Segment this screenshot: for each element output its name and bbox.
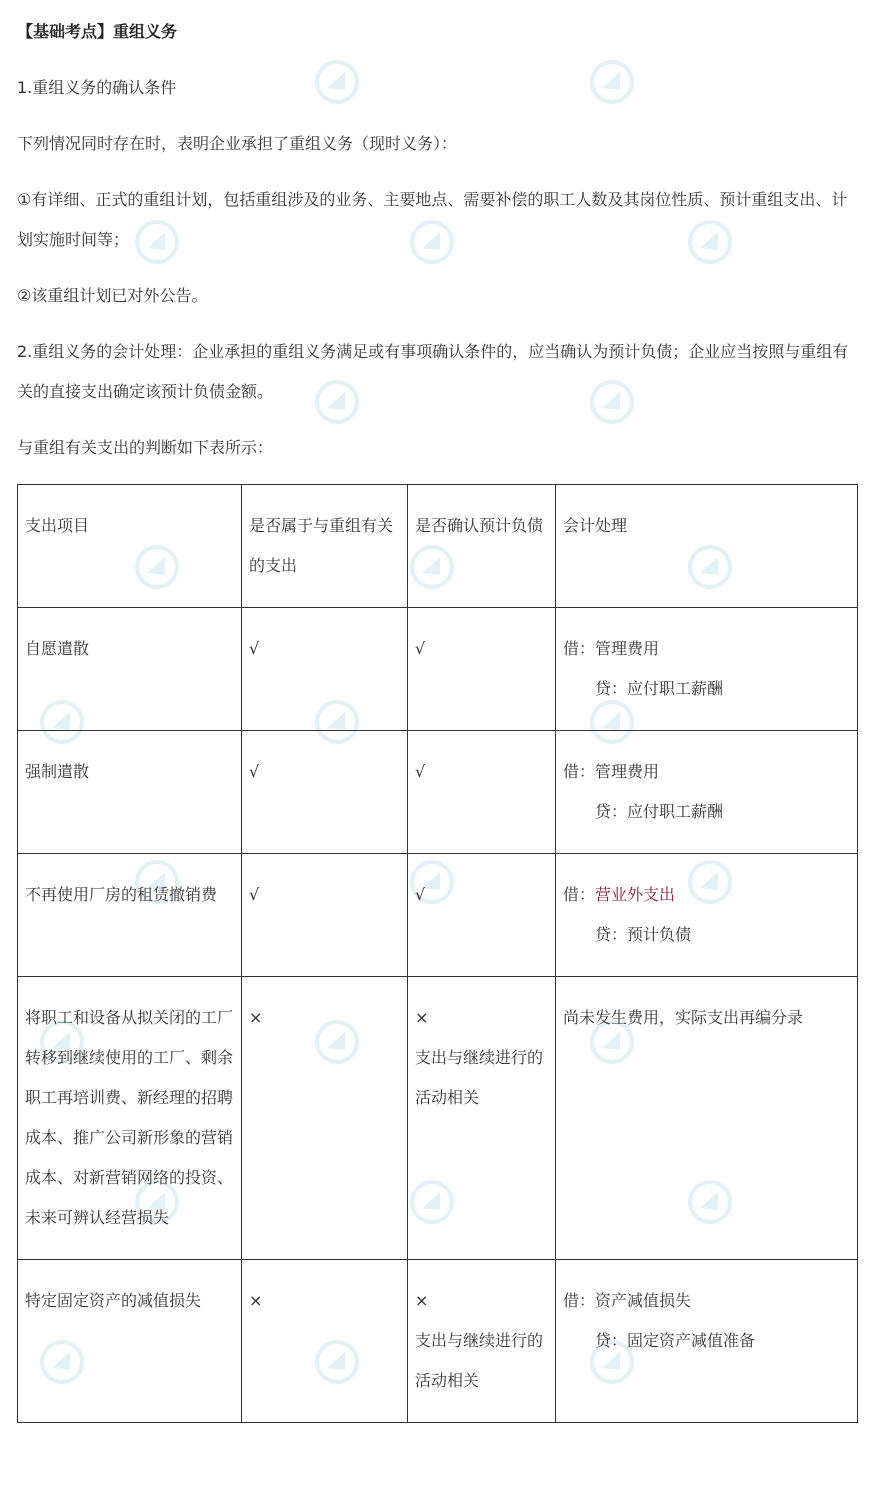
check-icon: √ xyxy=(242,608,408,731)
recognize-note: 支出与继续进行的活动相关 xyxy=(415,1048,544,1107)
table-row xyxy=(18,1260,858,1423)
credit-entry: 贷：应付职工薪酬 xyxy=(595,802,724,821)
header-is-related: 是否属于与重组有关的支出 xyxy=(242,485,408,608)
accounting-treatment xyxy=(556,608,858,731)
recognize-cell xyxy=(408,977,556,1260)
check-icon: √ xyxy=(242,854,408,977)
expense-item: 特定固定资产的减值损失 xyxy=(18,1260,242,1423)
table-row xyxy=(18,731,858,854)
expense-item: 强制遣散 xyxy=(18,731,242,854)
check-icon: √ xyxy=(408,854,556,977)
condition-1: ①有详细、正式的重组计划，包括重组涉及的业务、主要地点、需要补偿的职工人数及其岗位性质、预计重组支出、计划实施时间等； xyxy=(17,190,848,249)
accounting-treatment xyxy=(556,854,858,977)
table-intro: 与重组有关支出的判断如下表所示： xyxy=(17,438,274,457)
credit-entry: 贷：预计负债 xyxy=(595,925,692,944)
condition-2: ②该重组计划已对外公告。 xyxy=(17,286,208,305)
recognize-cell xyxy=(408,1260,556,1423)
debit-highlight-account: 营业外支出 xyxy=(595,885,676,904)
header-expense-item: 支出项目 xyxy=(18,485,242,608)
expense-item: 自愿遣散 xyxy=(18,608,242,731)
debit-prefix: 借： xyxy=(563,885,596,904)
table-row xyxy=(18,608,858,731)
debit-entry: 借：管理费用 xyxy=(563,762,660,781)
credit-entry: 贷：应付职工薪酬 xyxy=(595,679,724,698)
check-icon: √ xyxy=(242,731,408,854)
header-accounting-treatment: 会计处理 xyxy=(556,485,858,608)
debit-entry xyxy=(563,875,850,915)
section2-text: 2.重组义务的会计处理：企业承担的重组义务满足或有事项确认条件的，应当确认为预计负债；企业应当按照与重组有关的直接支出确定该预计负债金额。 xyxy=(17,342,849,401)
check-icon: √ xyxy=(408,608,556,731)
accounting-treatment xyxy=(556,1260,858,1423)
section1-title: 1.重组义务的确认条件 xyxy=(17,78,177,97)
debit-entry: 借：管理费用 xyxy=(563,639,660,658)
cross-icon: × xyxy=(242,1260,408,1423)
accounting-treatment xyxy=(556,731,858,854)
expense-item: 不再使用厂房的租赁撤销费 xyxy=(18,854,242,977)
restructuring-expense-table xyxy=(17,484,858,1423)
cross-icon: × xyxy=(415,1008,429,1027)
recognize-note: 支出与继续进行的活动相关 xyxy=(415,1331,544,1390)
accounting-treatment: 尚未发生费用，实际支出再编分录 xyxy=(556,977,858,1260)
header-recognize-liability: 是否确认预计负债 xyxy=(408,485,556,608)
intro-text: 下列情况同时存在时，表明企业承担了重组义务（现时义务）： xyxy=(17,134,458,153)
credit-entry: 贷：固定资产减值准备 xyxy=(595,1331,756,1350)
cross-icon: × xyxy=(415,1291,429,1310)
table-header-row xyxy=(18,485,858,608)
table-row xyxy=(18,977,858,1260)
cross-icon: × xyxy=(242,977,408,1260)
expense-item: 将职工和设备从拟关闭的工厂转移到继续使用的工厂、剩余职工再培训费、新经理的招聘成本、推广公司新形象的营销成本、对新营销网络的投资、未来可辨认经营损失 xyxy=(18,977,242,1260)
debit-entry: 借：资产减值损失 xyxy=(563,1291,692,1310)
check-icon: √ xyxy=(408,731,556,854)
page-heading: 【基础考点】重组义务 xyxy=(17,22,178,41)
table-row xyxy=(18,854,858,977)
